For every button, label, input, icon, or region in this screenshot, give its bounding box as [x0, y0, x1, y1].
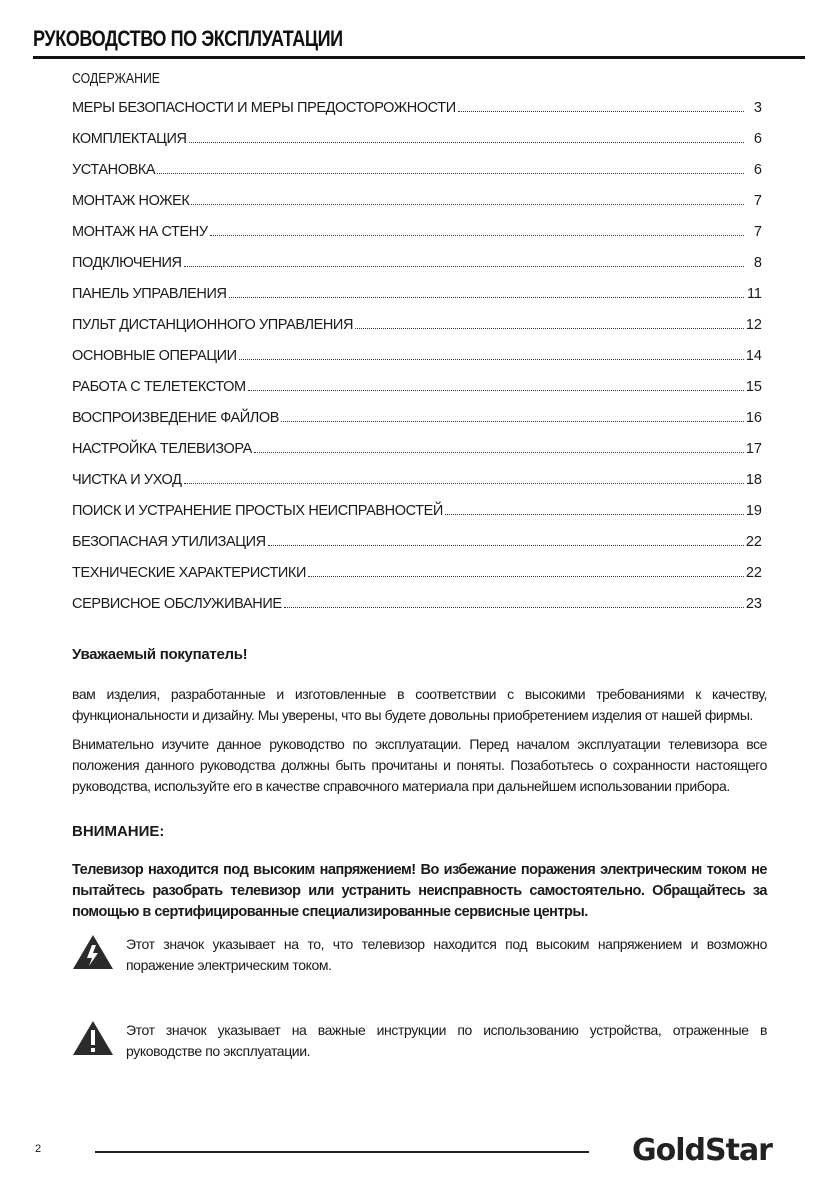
toc-leader-dots [445, 513, 744, 515]
toc-entry[interactable] [72, 286, 762, 317]
toc-entry-page: 8 [753, 255, 762, 271]
intro-paragraph-1: вам изделия, разработанные и изготовленные в соответствии с высокими требованиями к качеству, функциональности и дизайну. Мы уверены, что вы будете довольны приобретением изделия от нашей фирмы. [72, 686, 767, 723]
toc-entry-page: 14 [745, 348, 762, 364]
toc-entry-label: МЕРЫ БЕЗОПАСНОСТИ И МЕРЫ ПРЕДОСТОРОЖНОСТИ [72, 100, 456, 116]
table-of-contents [72, 100, 762, 627]
toc-leader-dots [254, 451, 744, 453]
toc-leader-dots [355, 327, 744, 329]
toc-entry-label: ПАНЕЛЬ УПРАВЛЕНИЯ [72, 286, 227, 302]
greeting: Уважаемый покупатель! [72, 646, 248, 663]
toc-leader-dots [191, 203, 744, 205]
symbol-text-voltage: Этот значок указывает на то, что телевизор находится под высоким напряжением и возможно поражение электрическим током. [126, 936, 767, 973]
toc-leader-dots [268, 544, 744, 546]
toc-entry-page: 7 [753, 193, 762, 209]
toc-entry[interactable] [72, 379, 762, 410]
toc-entry-label: ПОИСК И УСТРАНЕНИЕ ПРОСТЫХ НЕИСПРАВНОСТЕЙ [72, 503, 443, 519]
toc-leader-dots [458, 110, 744, 112]
toc-entry[interactable] [72, 596, 762, 627]
toc-leader-dots [248, 389, 744, 391]
toc-entry-label: СЕРВИСНОЕ ОБСЛУЖИВАНИЕ [72, 596, 282, 612]
toc-entry-page: 18 [745, 472, 762, 488]
toc-entry[interactable] [72, 255, 762, 286]
toc-entry-label: МОНТАЖ НА СТЕНУ [72, 224, 208, 240]
header-rule [33, 56, 805, 59]
toc-entry-label: НАСТРОЙКА ТЕЛЕВИЗОРА [72, 441, 252, 457]
exclamation-warning-icon [72, 1020, 114, 1056]
symbol-row-voltage [72, 934, 767, 976]
toc-entry-page: 7 [753, 224, 762, 240]
toc-entry-label: ТЕХНИЧЕСКИЕ ХАРАКТЕРИСТИКИ [72, 565, 306, 581]
toc-entry-page: 16 [745, 410, 762, 426]
toc-entry-label: КОМПЛЕКТАЦИЯ [72, 131, 187, 147]
toc-entry-page: 23 [745, 596, 762, 612]
toc-entry[interactable] [72, 348, 762, 379]
toc-entry-label: ВОСПРОИЗВЕДЕНИЕ ФАЙЛОВ [72, 410, 280, 426]
toc-entry[interactable] [72, 410, 762, 441]
toc-heading: СОДЕРЖАНИЕ [72, 70, 161, 87]
symbol-text-exclamation: Этот значок указывает на важные инструкции по использованию устройства, отраженные в руководстве по эксплуатации. [126, 1022, 767, 1059]
high-voltage-icon [72, 934, 114, 970]
toc-entry[interactable] [72, 193, 762, 224]
toc-entry-page: 22 [745, 565, 762, 581]
toc-entry-page: 11 [746, 286, 762, 302]
page-number: 2 [35, 1143, 42, 1155]
toc-entry-label: УСТАНОВКА [72, 162, 156, 178]
page-title: РУКОВОДСТВО ПО ЭКСПЛУАТАЦИИ [33, 26, 343, 51]
toc-leader-dots [239, 358, 744, 360]
toc-entry[interactable] [72, 565, 762, 596]
toc-entry[interactable] [72, 503, 762, 534]
footer-rule [95, 1151, 589, 1153]
toc-entry[interactable] [72, 162, 762, 193]
toc-leader-dots [184, 265, 744, 267]
toc-entry-page: 17 [745, 441, 762, 457]
toc-entry-page: 15 [745, 379, 762, 395]
toc-entry-label: ЧИСТКА И УХОД [72, 472, 182, 488]
toc-entry-label: ОСНОВНЫЕ ОПЕРАЦИИ [72, 348, 237, 364]
toc-entry-label: БЕЗОПАСНАЯ УТИЛИЗАЦИЯ [72, 534, 266, 550]
toc-entry-label: МОНТАЖ НОЖЕК [72, 193, 190, 209]
toc-leader-dots [189, 141, 744, 143]
toc-entry-label: ПОДКЛЮЧЕНИЯ [72, 255, 182, 271]
toc-leader-dots [184, 482, 744, 484]
toc-leader-dots [157, 172, 744, 174]
toc-entry[interactable] [72, 472, 762, 503]
intro-paragraph-2: Внимательно изучите данное руководство по эксплуатации. Перед началом эксплуатации телевизора все положения данного руководства должны быть прочитаны и поняты. Позаботьтесь о сохранности настоящего руководства, используйте его в качестве справочного материала при дальнейшем использовании прибора. [72, 736, 767, 794]
toc-entry-page: 3 [753, 100, 762, 116]
toc-entry-page: 12 [745, 317, 762, 333]
toc-leader-dots [308, 575, 744, 577]
toc-leader-dots [281, 420, 744, 422]
toc-entry[interactable] [72, 441, 762, 472]
toc-entry[interactable] [72, 534, 762, 565]
brand-logo: GoldStar [632, 1133, 772, 1168]
warning-text: Телевизор находится под высоким напряжением! Во избежание поражения электрическим током не пытайтесь разобрать телевизор или устранить неисправность самостоятельно. Обращайтесь за помощью в сертифицированные специализированные сервисные центры. [72, 862, 767, 920]
attention-heading: ВНИМАНИЕ: [72, 823, 165, 840]
toc-entry[interactable] [72, 131, 762, 162]
toc-entry-label: РАБОТА С ТЕЛЕТЕКСТОМ [72, 379, 246, 395]
toc-entry-page: 6 [753, 162, 762, 178]
toc-entry-label: ПУЛЬТ ДИСТАНЦИОННОГО УПРАВЛЕНИЯ [72, 317, 354, 333]
toc-entry[interactable] [72, 317, 762, 348]
toc-leader-dots [229, 296, 744, 298]
toc-entry-page: 22 [745, 534, 762, 550]
toc-leader-dots [210, 234, 744, 236]
toc-entry-page: 19 [745, 503, 762, 519]
toc-leader-dots [284, 606, 744, 608]
toc-entry-page: 6 [753, 131, 762, 147]
toc-entry[interactable] [72, 100, 762, 131]
toc-entry[interactable] [72, 224, 762, 255]
symbol-row-exclamation [72, 1020, 767, 1062]
